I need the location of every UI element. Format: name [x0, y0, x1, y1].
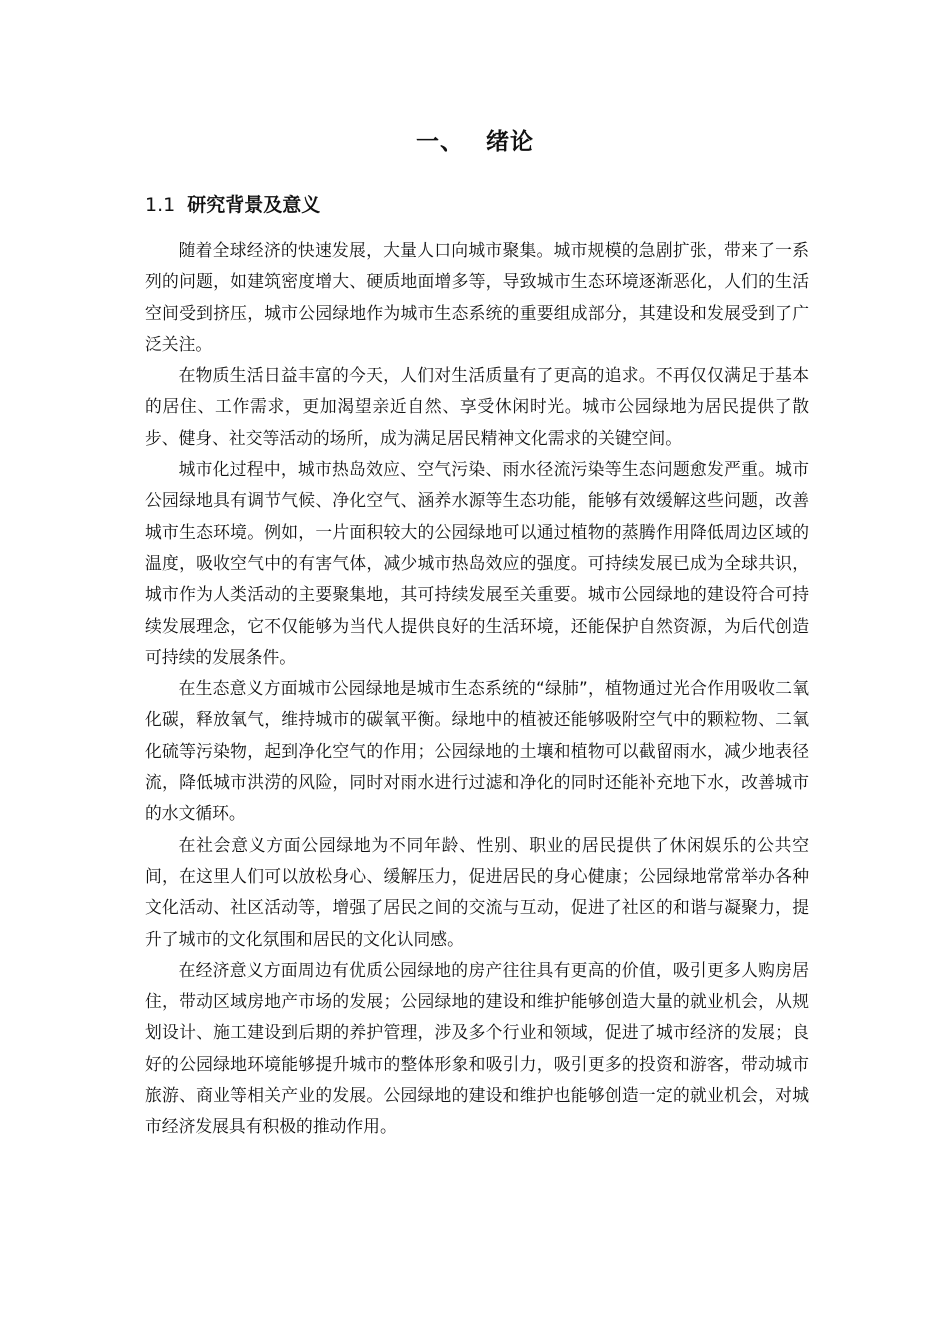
section-title-text: 研究背景及意义	[187, 194, 321, 216]
paragraph-quality-of-life: 在物质生活日益丰富的今天，人们对生活质量有了更高的追求。不再仅仅满足于基本的居住、工作需求，更加渴望亲近自然、享受休闲时光。城市公园绿地为居民提供了散步、健身、社交等活动的场所，成为满足居民精神文化需求的关键空间。	[145, 365, 809, 448]
chapter-title-text: 绪论	[486, 129, 534, 155]
chapter-number: 一、	[416, 129, 464, 155]
chapter-title	[0, 124, 950, 160]
paragraph-background: 随着全球经济的快速发展，大量人口向城市聚集。城市规模的急剧扩张，带来了一系列的问题，如建筑密度增大、硬质地面增多等，导致城市生态环境逐渐恶化，人们的生活空间受到挤压，城市公园绿地作为城市生态系统的重要组成部分，其建设和发展受到了广泛关注。	[145, 240, 809, 354]
section-title	[145, 190, 320, 220]
paragraph-ecological-significance: 在生态意义方面城市公园绿地是城市生态系统的“绿肺”，植物通过光合作用吸收二氧化碳，释放氧气，维持城市的碳氧平衡。绿地中的植被还能够吸附空气中的颗粒物、二氧化硫等污染物，起到净化空气的作用；公园绿地的土壤和植物可以截留雨水，减少地表径流，降低城市洪涝的风险，同时对雨水进行过滤和净化的同时还能补充地下水，改善城市的水文循环。	[145, 678, 809, 824]
body-text	[145, 235, 809, 1143]
paragraph-economic-significance: 在经济意义方面周边有优质公园绿地的房产往往具有更高的价值，吸引更多人购房居住，带动区域房地产市场的发展；公园绿地的建设和维护能够创造大量的就业机会，从规划设计、施工建设到后期的养护管理，涉及多个行业和领域，促进了城市经济的发展；良好的公园绿地环境能够提升城市的整体形象和吸引力，吸引更多的投资和游客，带动城市旅游、商业等相关产业的发展。公园绿地的建设和维护也能够创造一定的就业机会，对城市经济发展具有积极的推动作用。	[145, 959, 809, 1137]
paragraph-urbanization-issues: 城市化过程中，城市热岛效应、空气污染、雨水径流污染等生态问题愈发严重。城市公园绿地具有调节气候、净化空气、涵养水源等生态功能，能够有效缓解这些问题，改善城市生态环境。例如，一片面积较大的公园绿地可以通过植物的蒸腾作用降低周边区域的温度，吸收空气中的有害气体，减少城市热岛效应的强度。可持续发展已成为全球共识，城市作为人类活动的主要聚集地，其可持续发展至关重要。城市公园绿地的建设符合可持续发展理念，它不仅能够为当代人提供良好的生活环境，还能保护自然资源，为后代创造可持续的发展条件。	[145, 459, 809, 667]
paragraph-social-significance: 在社会意义方面公园绿地为不同年龄、性别、职业的居民提供了休闲娱乐的公共空间，在这里人们可以放松身心、缓解压力，促进居民的身心健康；公园绿地常常举办各种文化活动、社区活动等，增强了居民之间的交流与互动，促进了社区的和谐与凝聚力，提升了城市的文化氛围和居民的文化认同感。	[145, 834, 809, 949]
section-number: 1.1	[145, 194, 176, 216]
